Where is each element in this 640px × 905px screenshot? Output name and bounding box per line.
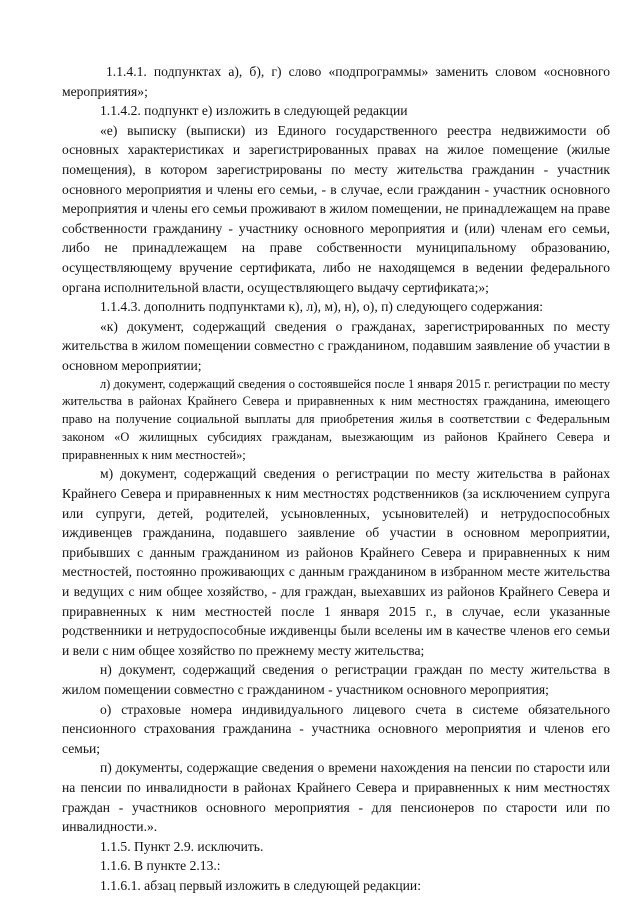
paragraph-subitem-l: л) документ, содержащий сведения о состоявшейся после 1 января 2015 г. регистрации по месту жительства в районах Крайнего Севера и приравненных к ним местностях гражданина, имеющего право на получение социальной выплаты для приобретения жилья в соответствии с Федеральным законом «О жилищных субсидиях гражданам, выезжающим из районов Крайнего Севера и приравненных к ним местностей»; [62,376,610,462]
paragraph-1-1-4-1: 1.1.4.1. подпунктах а), б), г) слово «подпрограммы» заменить словом «основного мероприятия»; [62,64,610,99]
paragraph-1-1-4-3: 1.1.4.3. дополнить подпунктами к), л), м), н), о), п) следующего содержания: [100,299,543,315]
paragraph-1-1-6: 1.1.6. В пункте 2.13.: [100,858,221,874]
paragraph-subitem-k: «к) документ, содержащий сведения о гражданах, зарегистрированных по месту жительства в жилом помещении совместно с гражданином, подавшим заявление об участии в основном мероприятии; [62,318,610,373]
paragraph-1-1-4-2: 1.1.4.2. подпункт е) изложить в следующей редакции [100,103,408,119]
paragraph-subitem-m: м) документ, содержащий сведения о регистрации по месту жительства в районах Крайнего Севера и приравненных к ним местностях родственников (за исключением супруга или супруги, детей, родителей, усыновленных, усыновителей) и нетрудоспособных иждивенцев гражданина, подавшего заявление об участии в основном мероприятии, прибывших с данным гражданином из районов Крайнего Севера и приравненных к ним местностей, постоянно проживающих с данным гражданином в избранном месте жительства и ведущих с ним общее хозяйство, - для граждан, выехавших из районов Крайнего Севера и приравненных к ним местностей после 1 января 2015 г., в случае, если указанные родственники и нетрудоспособные иждивенцы были вселены им в качестве членов его семьи и вели с ним общее хозяйство по прежнему месту жительства; [62,466,610,658]
paragraph-subitem-e: «е) выписку (выписки) из Единого государственного реестра недвижимости об основных характеристиках и зарегистрированных правах на жилое помещение (жилые помещения), в котором зарегистрированы по месту жительства гражданин - участник основного мероприятия и члены его семьи, - в случае, если гражданин - участник основного мероприятия и члены его семьи проживают в жилом помещении, не принадлежащем на праве собственности гражданину - участнику основного мероприятия и (или) членам его семьи, либо не принадлежащем на праве собственности муниципальному образованию, осуществляющему вручение сертификата, либо не находящемся в ведении федерального органа исполнительной власти, осуществляющего выдачу сертификата;»; [62,122,610,295]
paragraph-subitem-n: н) документ, содержащий сведения о регистрации граждан по месту жительства в жилом помещении совместно с гражданином - участником основного мероприятия; [62,662,610,698]
paragraph-subitem-p: п) документы, содержащие сведения о времени нахождения на пенсии по старости или на пенсии по инвалидности в районах Крайнего Севера и приравненных к ним местностях граждан - участников основного мероприятия - для пенсионеров по старости или по инвалидности.». [62,760,610,835]
paragraph-1-1-6-1: 1.1.6.1. абзац первый изложить в следующей редакции: [100,877,421,893]
document-body [62,62,610,896]
paragraph-subitem-o: о) страховые номера индивидуального лицевого счета в системе обязательного пенсионного страхования гражданина - участника основного мероприятия и членов его семьи; [62,701,610,756]
paragraph-1-1-5: 1.1.5. Пункт 2.9. исключить. [100,838,264,854]
